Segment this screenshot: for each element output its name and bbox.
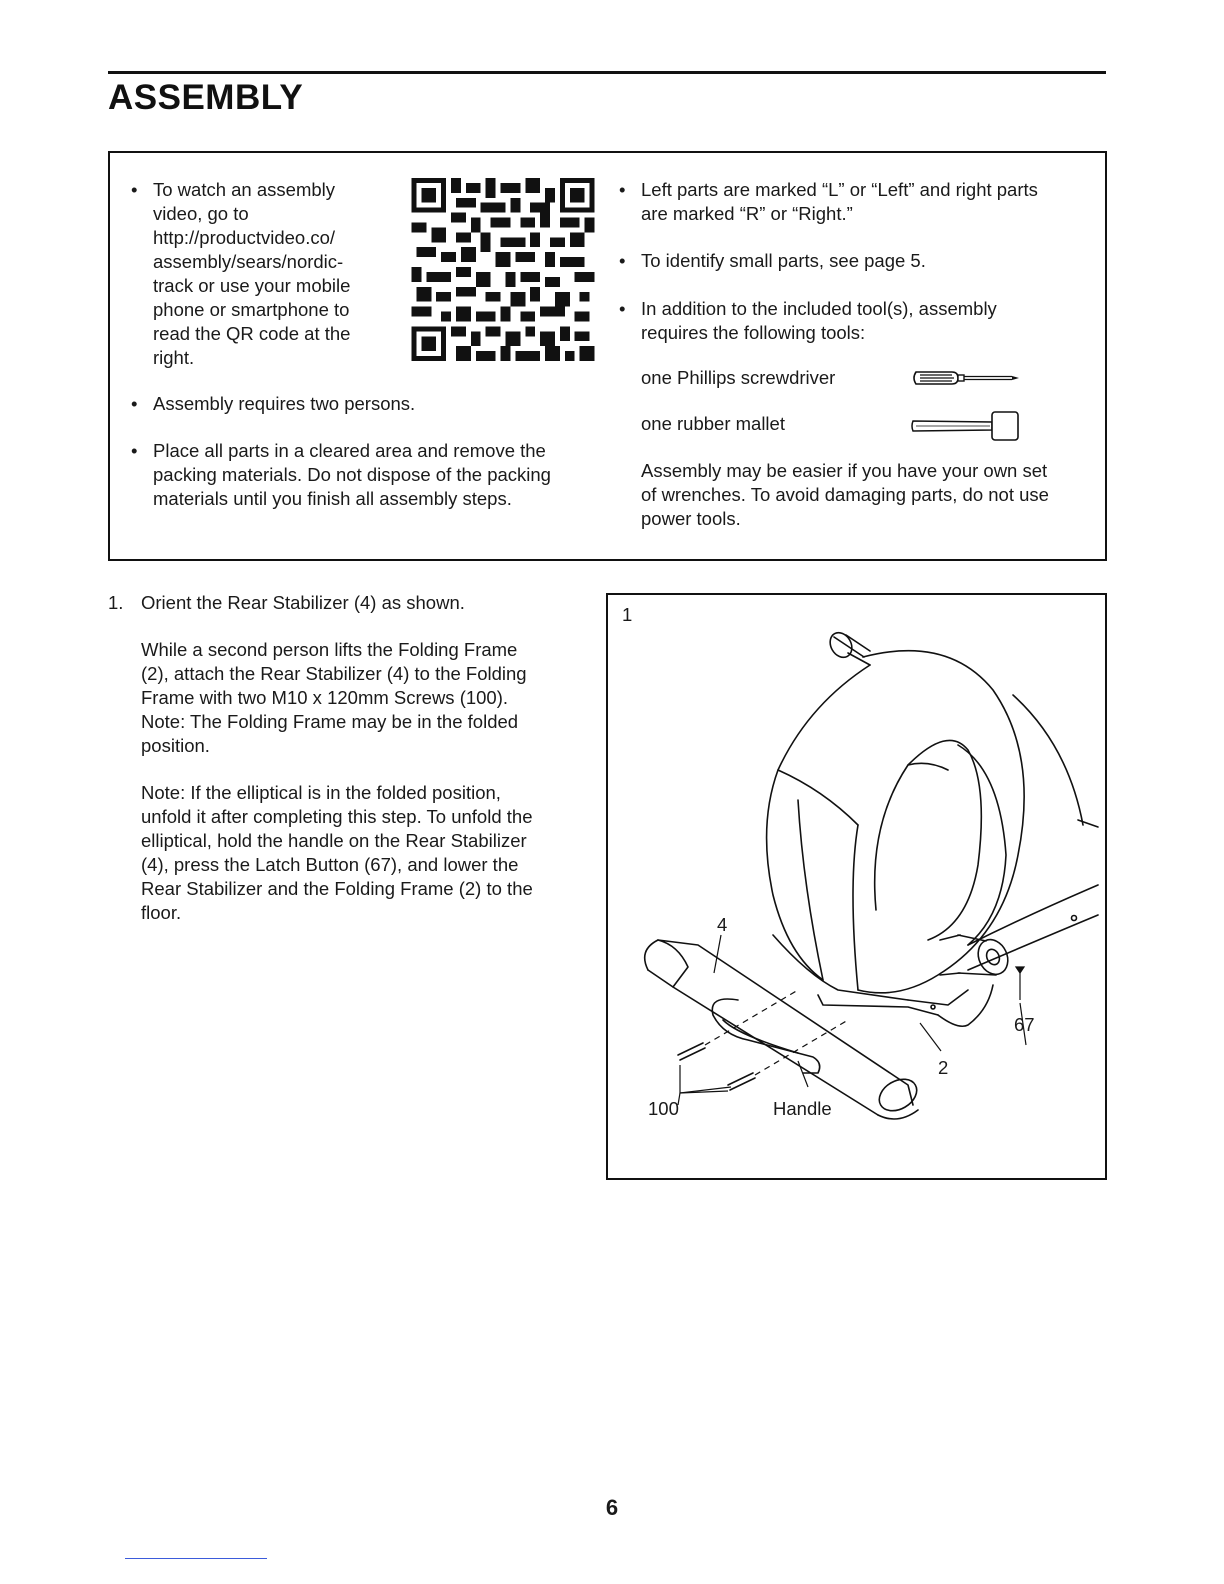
- callout-folding-frame: 2: [938, 1057, 949, 1078]
- page-title: ASSEMBLY: [108, 78, 304, 117]
- elliptical-illustration: [608, 595, 1105, 1178]
- text-line: are marked “R” or “Right.”: [641, 203, 853, 224]
- tool-mallet-label: one rubber mallet: [641, 413, 785, 434]
- text-line: Left parts are marked “L” or “Left” and right parts: [641, 179, 1038, 200]
- text-line: Rear Stabilizer and the Folding Frame (2) to the: [141, 878, 533, 899]
- title-rule: [108, 71, 1106, 74]
- text-line: Note: The Folding Frame may be in the folded: [141, 711, 519, 732]
- video-link[interactable]: http://productvideo.co/: [153, 227, 336, 248]
- text-line: unfold it after completing this step. To unfold the: [141, 806, 533, 827]
- text-line: materials until you finish all assembly steps.: [153, 488, 512, 509]
- text-line: read the QR code at the: [153, 323, 351, 344]
- text-line: Frame with two M10 x 120mm Screws (100).: [141, 687, 509, 708]
- callout-screws: 100: [648, 1098, 679, 1119]
- step-number: 1.: [108, 592, 124, 613]
- bullet-dot: •: [131, 179, 138, 200]
- text-line: position.: [141, 735, 210, 756]
- tool-screwdriver-label: one Phillips screwdriver: [641, 367, 836, 388]
- callout-latch-button: 67: [1014, 1014, 1035, 1035]
- text-line: Note: If the elliptical is in the folded position,: [141, 782, 501, 803]
- bullet-dot: •: [619, 250, 626, 271]
- bullet-small-parts: [619, 249, 926, 273]
- text-line: Place all parts in a cleared area and remove the: [153, 440, 546, 461]
- qr-code-icon[interactable]: [410, 178, 596, 361]
- text-line: Assembly may be easier if you have your own set: [641, 460, 1048, 481]
- bullet-dot: •: [131, 440, 138, 461]
- assembly-figure: [606, 593, 1107, 1180]
- step-para-orient: Orient the Rear Stabilizer (4) as shown.: [141, 592, 465, 613]
- bullet-video: [131, 178, 351, 370]
- text-line: packing materials. Do not dispose of the packing: [153, 464, 551, 485]
- text-line: Assembly requires two persons.: [153, 393, 416, 414]
- bullet-dot: •: [131, 393, 138, 414]
- bullet-dot: •: [619, 298, 626, 319]
- bullet-left-right-parts: [619, 178, 1038, 226]
- text-line: (2), attach the Rear Stabilizer (4) to the Folding: [141, 663, 527, 684]
- callout-handle: Handle: [773, 1098, 832, 1119]
- text-line: While a second person lifts the Folding Frame: [141, 639, 518, 660]
- bullet-two-persons: [131, 392, 416, 416]
- text-line: of wrenches. To avoid damaging parts, do not use: [641, 484, 1049, 505]
- text-line: To identify small parts, see page 5.: [641, 250, 926, 271]
- text-line: phone or smartphone to: [153, 299, 350, 320]
- text-line: (4), press the Latch Button (67), and lower the: [141, 854, 519, 875]
- text-line: floor.: [141, 902, 182, 923]
- footer-rule: [125, 1558, 267, 1559]
- bullet-cleared-area: [131, 439, 551, 511]
- text-line: In addition to the included tool(s), assembly: [641, 298, 997, 319]
- text-line: right.: [153, 347, 195, 368]
- mallet-icon: [910, 408, 1022, 444]
- video-link[interactable]: assembly/sears/nordic-: [153, 251, 344, 272]
- step-para-unfold: [141, 781, 581, 925]
- text-line: video, go to: [153, 203, 249, 224]
- text-line: elliptical, hold the handle on the Rear Stabilizer: [141, 830, 527, 851]
- figure-number: 1: [622, 604, 633, 625]
- bullet-tools: [619, 297, 997, 345]
- screwdriver-icon: [912, 367, 1022, 389]
- step-para-attach: [141, 638, 581, 758]
- text-line: power tools.: [641, 508, 741, 529]
- bullet-dot: •: [619, 179, 626, 200]
- text-line: track or use your mobile: [153, 275, 351, 296]
- page-number: 6: [605, 1495, 619, 1520]
- callout-stabilizer: 4: [717, 914, 728, 935]
- text-line: requires the following tools:: [641, 322, 866, 343]
- text-line: To watch an assembly: [153, 179, 336, 200]
- wrench-note: [641, 459, 1049, 531]
